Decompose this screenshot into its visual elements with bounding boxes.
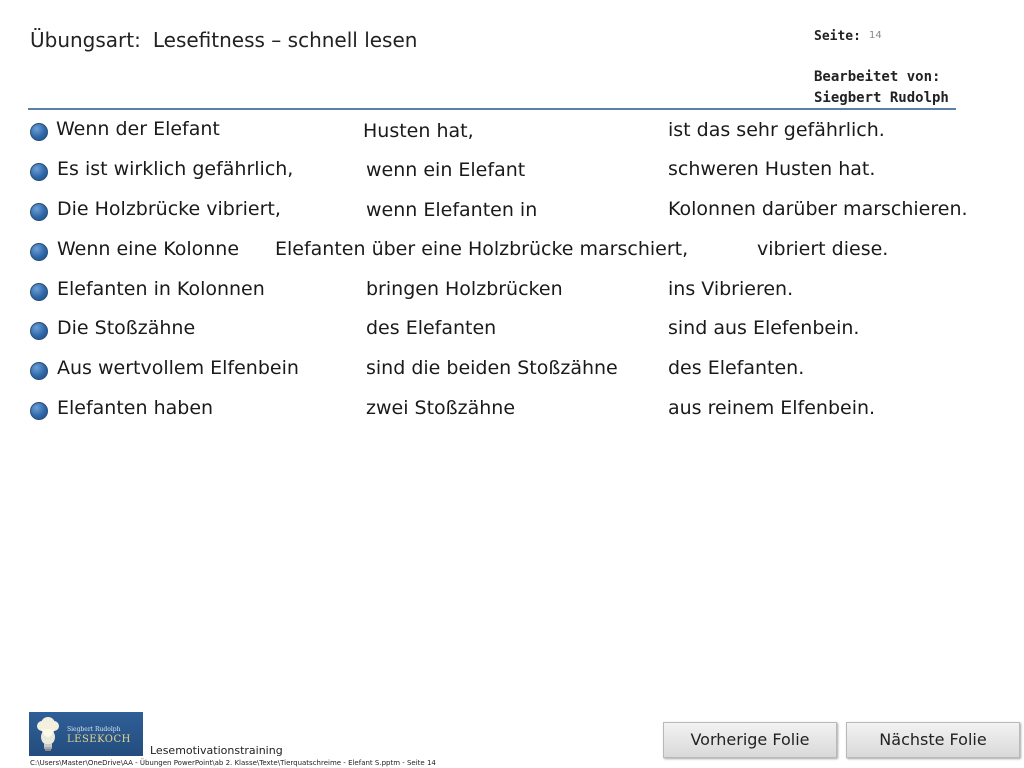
- row-part-3: ins Vibrieren.: [668, 278, 794, 300]
- previous-slide-button[interactable]: Vorherige Folie: [663, 722, 837, 758]
- row-part-3: aus reinem Elfenbein.: [668, 397, 876, 419]
- blue-circle-bullet-icon[interactable]: [30, 163, 48, 181]
- editor-label: Bearbeitet von:: [814, 69, 941, 85]
- blue-circle-bullet-icon[interactable]: [30, 123, 48, 141]
- sentence-row: [0, 193, 1024, 233]
- row-part-3: des Elefanten.: [668, 357, 805, 379]
- row-part-2: wenn Elefanten in: [366, 199, 538, 221]
- sentence-row: [0, 273, 1024, 313]
- sentence-row: [0, 313, 1024, 353]
- logo-brand: LESEKOCH: [67, 734, 131, 745]
- file-path: C:\Users\Master\OneDrive\AA - Übungen PowerPoint\ab 2. Klasse\Texte\Tierquatschreime - Elefant S.pptm - Seite 14: [30, 759, 436, 767]
- exercise-name: Lesefitness – schnell lesen: [152, 28, 418, 52]
- blue-circle-bullet-icon[interactable]: [30, 322, 48, 340]
- footer-title: Lesemotivationstraining: [150, 744, 283, 757]
- page-label: Seite:: [814, 29, 861, 44]
- row-part-2: sind die beiden Stoßzähne: [366, 357, 618, 379]
- row-part-2: Elefanten über eine Holzbrücke marschiert,: [275, 238, 689, 260]
- blue-circle-bullet-icon[interactable]: [30, 283, 48, 301]
- row-part-1: Es ist wirklich gefährlich,: [57, 158, 294, 180]
- row-part-2: Husten hat,: [363, 120, 474, 142]
- sentence-row: [0, 393, 1024, 433]
- lightbulb-chef-icon: [33, 715, 63, 753]
- next-slide-button[interactable]: Nächste Folie: [846, 722, 1020, 758]
- blue-circle-bullet-icon[interactable]: [30, 362, 48, 380]
- page-number: 14: [869, 30, 882, 41]
- logo-author: Siegbert Rudolph: [67, 726, 121, 733]
- row-part-2: wenn ein Elefant: [366, 159, 526, 181]
- page-title: [30, 28, 417, 52]
- blue-circle-bullet-icon[interactable]: [30, 402, 48, 420]
- row-part-3: vibriert diese.: [757, 238, 889, 260]
- row-part-1: Elefanten in Kolonnen: [57, 278, 265, 300]
- row-part-3: sind aus Elefenbein.: [668, 317, 860, 339]
- row-part-3: schweren Husten hat.: [668, 158, 876, 180]
- blue-circle-bullet-icon[interactable]: [30, 203, 48, 221]
- row-part-3: ist das sehr gefährlich.: [668, 119, 885, 141]
- row-part-1: Die Holzbrücke vibriert,: [57, 198, 281, 220]
- row-part-1: Wenn eine Kolonne: [57, 238, 240, 260]
- blue-circle-bullet-icon[interactable]: [30, 243, 48, 261]
- lesekoch-logo: [29, 712, 143, 756]
- row-part-1: Elefanten haben: [57, 397, 214, 419]
- editor-block: [814, 67, 949, 109]
- header-divider: [28, 108, 956, 110]
- row-part-1: Die Stoßzähne: [57, 317, 196, 339]
- exercise-label: Übungsart:: [30, 28, 141, 52]
- row-part-1: Aus wertvollem Elfenbein: [57, 357, 299, 379]
- sentence-row: [0, 233, 1024, 273]
- sentence-row: [0, 353, 1024, 393]
- row-part-3: Kolonnen darüber marschieren.: [668, 198, 968, 220]
- row-part-1: Wenn der Elefant: [56, 118, 220, 140]
- sentence-row: [0, 153, 1024, 193]
- sentence-row: [0, 113, 1024, 153]
- row-part-2: bringen Holzbrücken: [366, 278, 563, 300]
- editor-name: Siegbert Rudolph: [814, 90, 949, 106]
- row-part-2: zwei Stoßzähne: [366, 397, 516, 419]
- row-part-2: des Elefanten: [366, 317, 497, 339]
